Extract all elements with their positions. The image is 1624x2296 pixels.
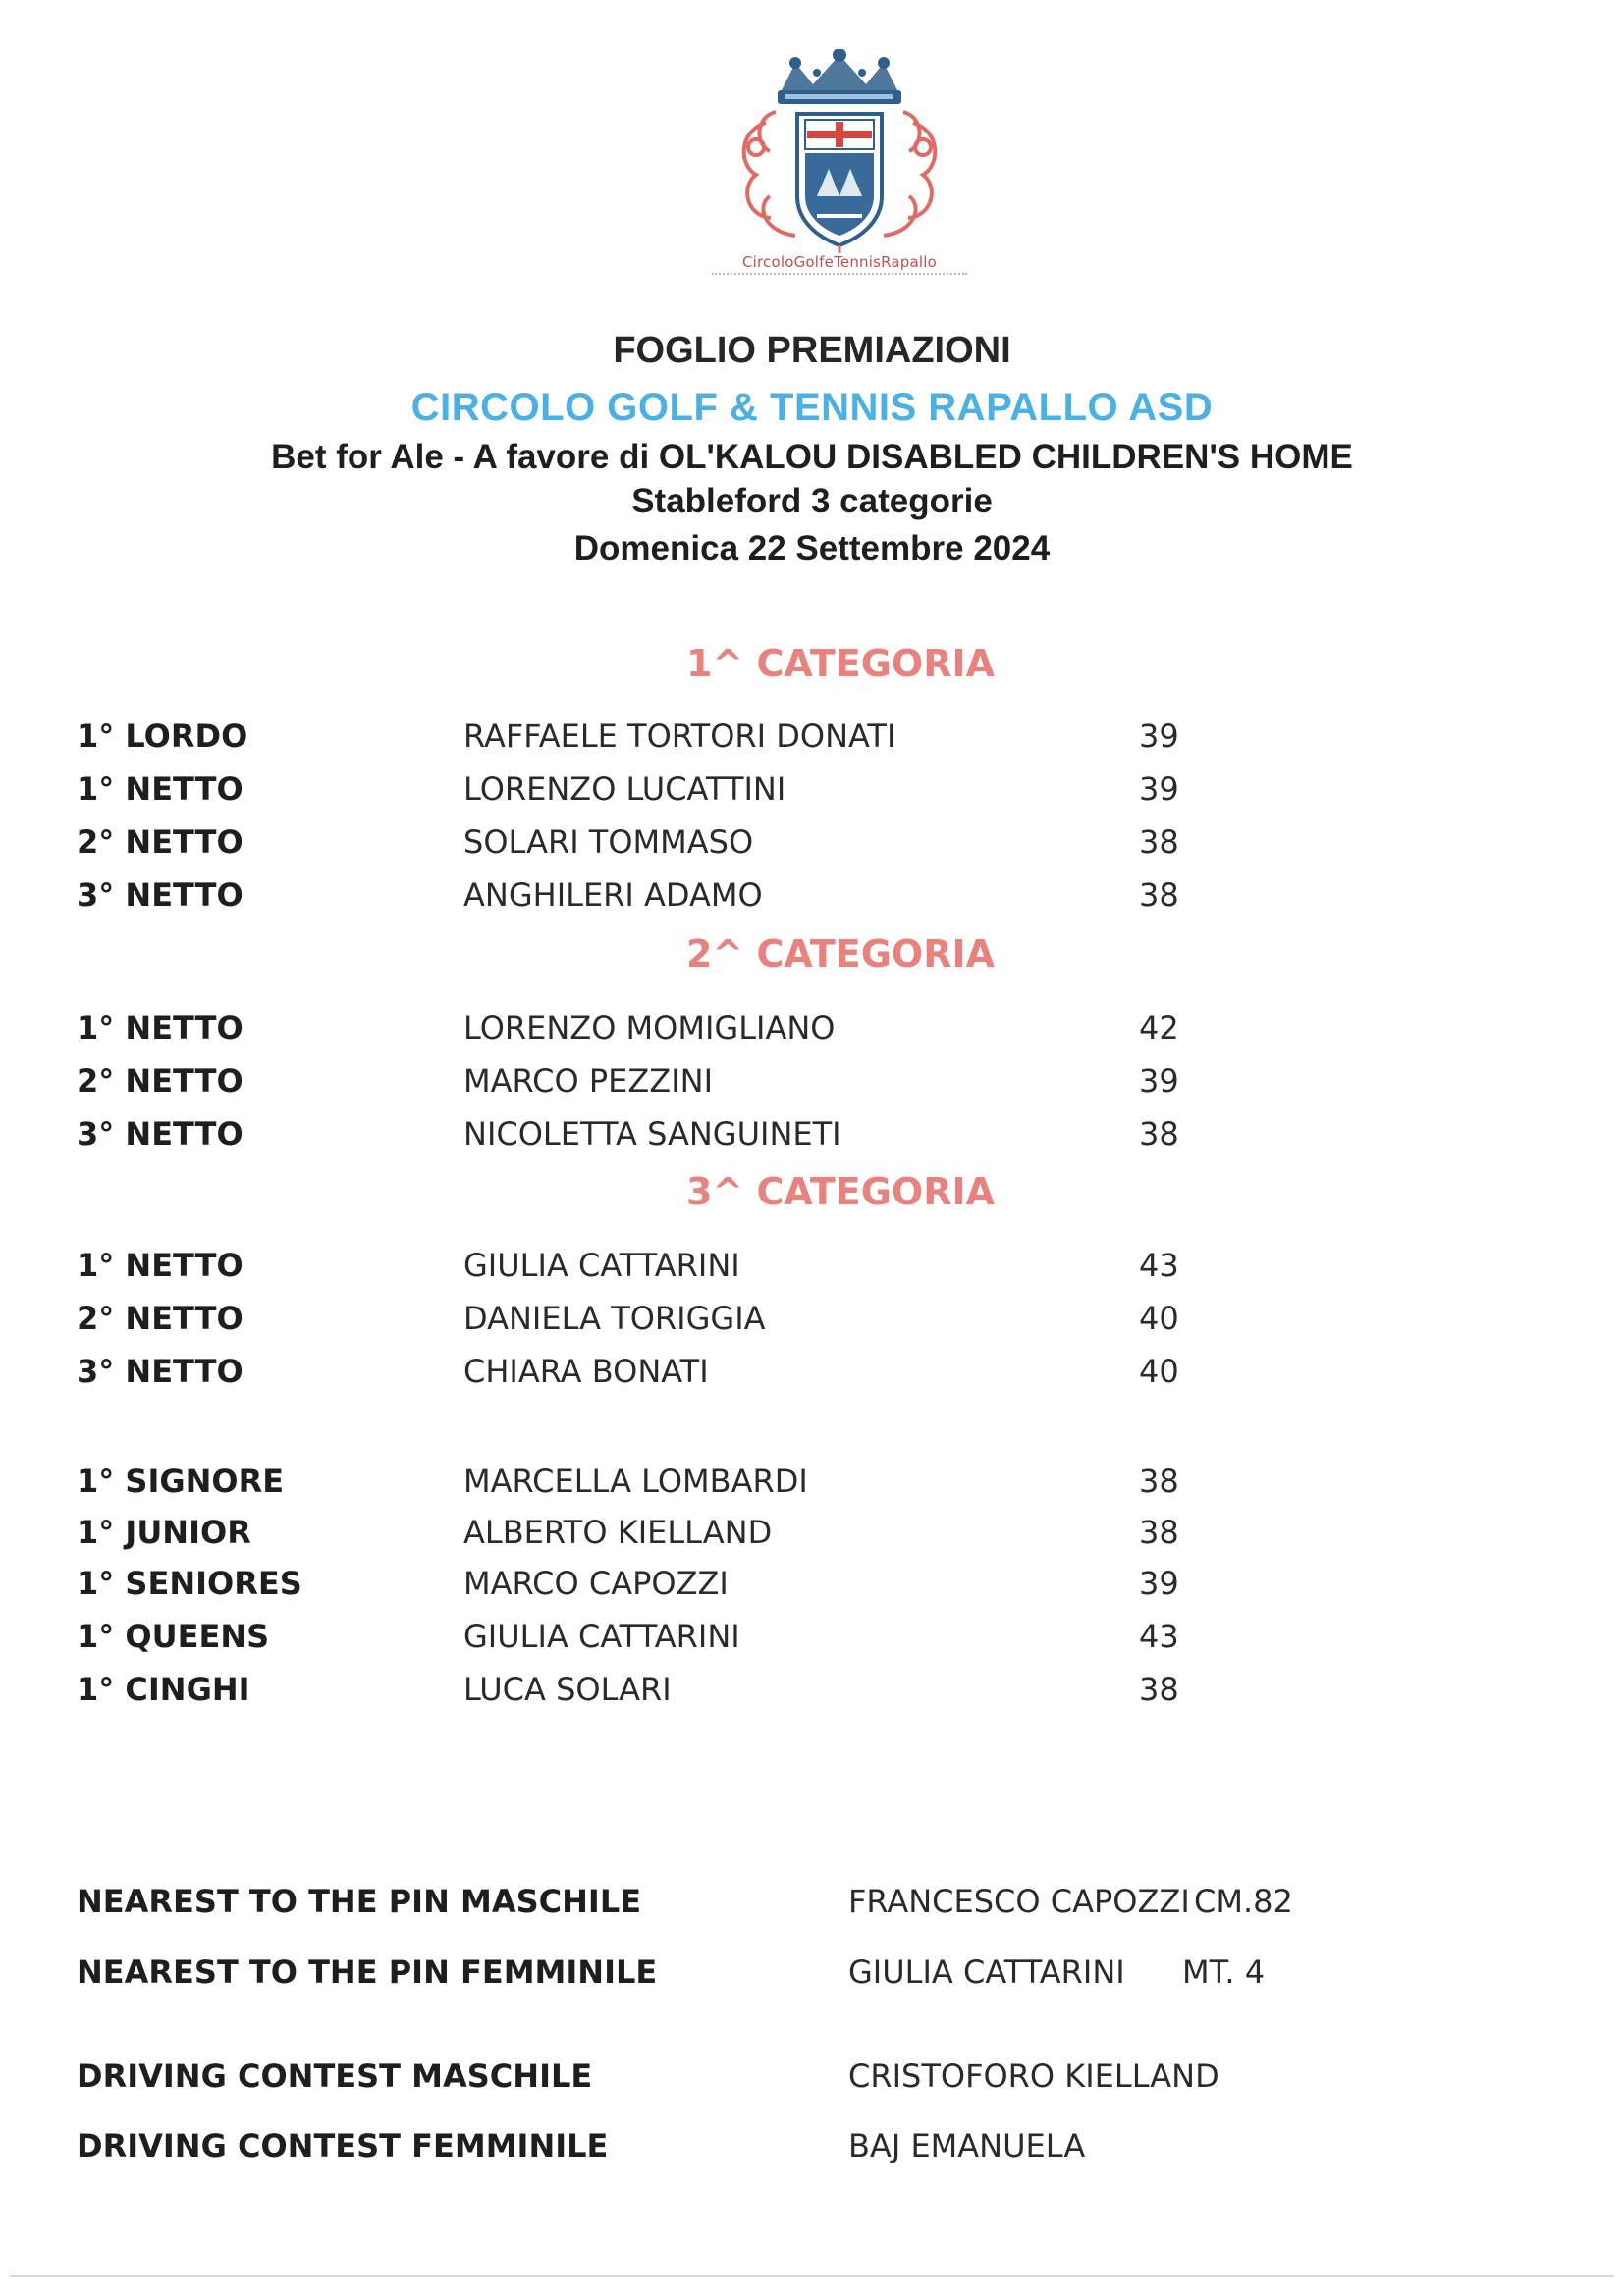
page-bottom-divider (10, 2275, 1614, 2277)
winner-name: NICOLETTA SANGUINETI (463, 1115, 841, 1152)
score: 38 (1139, 1463, 1179, 1500)
ornament-right-icon (884, 112, 935, 236)
prize-label: 2° NETTO (77, 1062, 244, 1099)
table-row (0, 1353, 1624, 1396)
score: 38 (1139, 1514, 1179, 1551)
document-title: FOGLIO PREMIAZIONI (613, 330, 1011, 371)
club-logo (727, 49, 952, 285)
contest-winner: GIULIA CATTARINI (848, 1953, 1125, 1991)
contest-measure: MT. 4 (1182, 1953, 1266, 1991)
special-prize-row (0, 1514, 1624, 1557)
prize-label: 3° NETTO (77, 1353, 244, 1390)
table-row (0, 1115, 1624, 1158)
winner-name: LORENZO MOMIGLIANO (463, 1009, 836, 1046)
score: 39 (1139, 1565, 1179, 1602)
table-row (0, 718, 1624, 761)
category-2-title: 2^ CATEGORIA (685, 933, 996, 976)
winner-name: ALBERTO KIELLAND (463, 1514, 773, 1551)
ornament-left-icon (744, 112, 795, 236)
score: 40 (1139, 1353, 1179, 1390)
event-format: Stableford 3 categorie (631, 482, 993, 520)
winner-name: ANGHILERI ADAMO (463, 877, 763, 914)
contest-row (0, 2127, 1624, 2170)
table-row (0, 824, 1624, 867)
category-3-title: 3^ CATEGORIA (685, 1170, 996, 1213)
event-date: Domenica 22 Settembre 2024 (573, 529, 1051, 567)
category-1-title: 1^ CATEGORIA (685, 642, 996, 685)
score: 39 (1139, 718, 1179, 755)
prize-label: 1° QUEENS (77, 1618, 270, 1655)
table-row (0, 877, 1624, 920)
winner-name: CHIARA BONATI (463, 1353, 709, 1390)
winner-name: DANIELA TORIGGIA (463, 1300, 766, 1337)
table-row (0, 1247, 1624, 1290)
contest-row (0, 1883, 1624, 1926)
prize-label: 1° CINGHI (77, 1671, 250, 1708)
winner-name: LORENZO LUCATTINI (463, 771, 786, 808)
winner-name: MARCO PEZZINI (463, 1062, 714, 1099)
special-prize-row (0, 1618, 1624, 1661)
prize-label: 3° NETTO (77, 877, 244, 914)
contest-measure: CM.82 (1194, 1883, 1293, 1920)
table-row (0, 1009, 1624, 1052)
contest-winner: CRISTOFORO KIELLAND (848, 2057, 1219, 2095)
special-prize-row (0, 1463, 1624, 1506)
table-row (0, 1300, 1624, 1343)
contest-label: DRIVING CONTEST FEMMINILE (77, 2127, 609, 2164)
contest-row (0, 2057, 1624, 2101)
score: 38 (1139, 824, 1179, 861)
logo-subtext-line (712, 273, 967, 278)
coat-of-arms-icon (727, 49, 952, 255)
table-row (0, 771, 1624, 814)
winner-name: GIULIA CATTARINI (463, 1618, 740, 1655)
special-prize-row (0, 1671, 1624, 1714)
shield-icon (797, 114, 882, 245)
winner-name: SOLARI TOMMASO (463, 824, 754, 861)
prize-label: 1° SENIORES (77, 1565, 302, 1602)
special-prize-row (0, 1565, 1624, 1608)
contest-winner: BAJ EMANUELA (848, 2127, 1086, 2164)
winner-name: MARCELLA LOMBARDI (463, 1463, 808, 1500)
event-name: Bet for Ale - A favore di OL'KALOU DISABLED CHILDREN'S HOME (271, 438, 1353, 476)
logo-wordmark: CircoloGolfeTennisRapallo (741, 253, 938, 271)
prize-label: 1° LORDO (77, 718, 248, 755)
club-name: CIRCOLO GOLF & TENNIS RAPALLO ASD (410, 386, 1214, 429)
score: 38 (1139, 877, 1179, 914)
contest-label: NEAREST TO THE PIN MASCHILE (77, 1883, 642, 1920)
prize-label: 3° NETTO (77, 1115, 244, 1152)
score: 42 (1139, 1009, 1179, 1046)
prize-label: 1° NETTO (77, 1009, 244, 1046)
score: 43 (1139, 1247, 1179, 1284)
score: 39 (1139, 1062, 1179, 1099)
contest-row (0, 1953, 1624, 1997)
contest-label: NEAREST TO THE PIN FEMMINILE (77, 1953, 658, 1991)
prize-label: 1° JUNIOR (77, 1514, 251, 1551)
winner-name: MARCO CAPOZZI (463, 1565, 729, 1602)
score: 43 (1139, 1618, 1179, 1655)
score: 38 (1139, 1115, 1179, 1152)
prize-label: 2° NETTO (77, 1300, 244, 1337)
prize-label: 1° SIGNORE (77, 1463, 285, 1500)
score: 39 (1139, 771, 1179, 808)
prize-label: 2° NETTO (77, 824, 244, 861)
score: 38 (1139, 1671, 1179, 1708)
crown-icon (778, 49, 901, 104)
table-row (0, 1062, 1624, 1105)
contest-winner: FRANCESCO CAPOZZI (848, 1883, 1190, 1920)
score: 40 (1139, 1300, 1179, 1337)
winner-name: LUCA SOLARI (463, 1671, 672, 1708)
contest-label: DRIVING CONTEST MASCHILE (77, 2057, 593, 2095)
prize-label: 1° NETTO (77, 771, 244, 808)
winner-name: RAFFAELE TORTORI DONATI (463, 718, 896, 755)
prize-label: 1° NETTO (77, 1247, 244, 1284)
winner-name: GIULIA CATTARINI (463, 1247, 740, 1284)
